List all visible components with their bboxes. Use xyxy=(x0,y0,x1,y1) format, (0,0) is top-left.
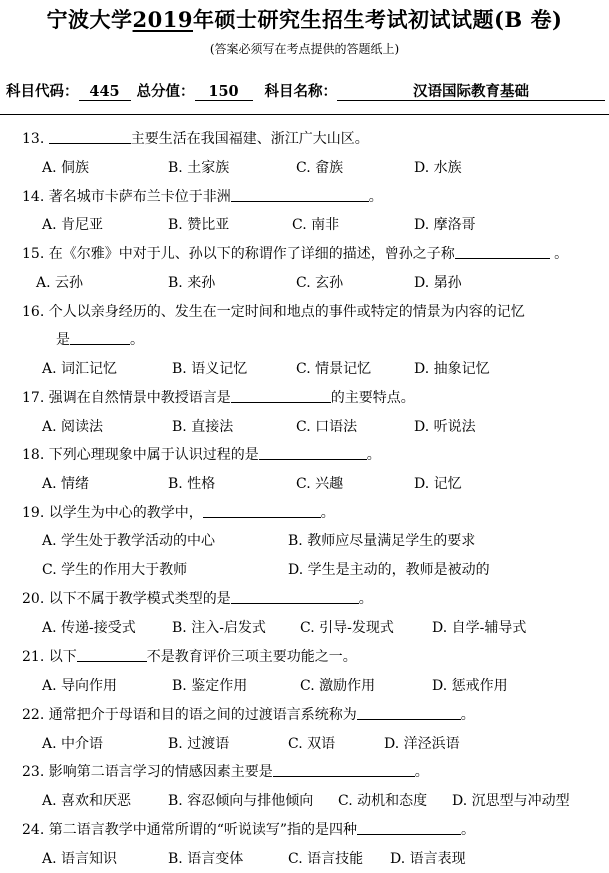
option-d: D. 语言表现 xyxy=(390,851,466,867)
question-21: 21. 以下 不是教育评价三项主要功能之一。 xyxy=(22,649,357,665)
option-a: A. 情绪 xyxy=(42,476,90,492)
option-b: B. 赞比亚 xyxy=(168,217,230,233)
subject-code-value: 445 xyxy=(79,83,131,101)
option-a: A. 学生处于教学活动的中心 xyxy=(42,533,216,549)
total-score-label: 总分值： xyxy=(136,83,195,100)
answer-blank xyxy=(231,390,331,403)
option-b: B. 教师应尽量满足学生的要求 xyxy=(288,533,476,549)
answer-blank xyxy=(231,189,369,202)
option-d: D. 晜孙 xyxy=(414,275,462,291)
answer-blank xyxy=(455,246,550,259)
question-19: 19. 以学生为中心的教学中， 。 xyxy=(22,505,335,521)
option-a: A. 语言知识 xyxy=(42,851,118,867)
option-b: B. 鉴定作用 xyxy=(172,678,248,694)
option-d: D. 记忆 xyxy=(414,476,462,492)
question-20: 20. 以下不属于教学模式类型的是 。 xyxy=(22,591,373,607)
question-23: 23. 影响第二语言学习的情感因素主要是 。 xyxy=(22,764,429,780)
option-b: B. 容忍倾向与排他倾向 xyxy=(168,793,314,809)
option-c: C. 口语法 xyxy=(296,419,358,435)
option-c: C. 学生的作用大于教师 xyxy=(42,562,188,578)
option-c: C. 玄孙 xyxy=(296,275,344,291)
question-24: 24. 第二语言教学中通常所谓的“听说读写”指的是四种 。 xyxy=(22,822,476,838)
option-c: C. 语言技能 xyxy=(288,851,364,867)
option-c: C. 动机和态度 xyxy=(338,793,428,809)
option-c: C. 情景记忆 xyxy=(296,361,372,377)
option-a: A. 肯尼亚 xyxy=(42,217,104,233)
option-c: C. 兴趣 xyxy=(296,476,344,492)
exam-title: 宁波大学2019年硕士研究生招生考试初试试题(B 卷) xyxy=(46,7,563,32)
option-a: A. 云孙 xyxy=(36,275,84,291)
answer-blank xyxy=(49,131,131,144)
answer-instruction: (答案必须写在考点提供的答题纸上) xyxy=(209,42,400,56)
option-d: D. 学生是主动的，教师是被动的 xyxy=(288,562,490,578)
option-a: A. 侗族 xyxy=(42,160,90,176)
answer-blank xyxy=(70,332,130,345)
answer-blank xyxy=(231,591,359,604)
subject-name-value: 汉语国际教育基础 xyxy=(337,83,605,101)
answer-blank xyxy=(357,707,461,720)
option-c: C. 激励作用 xyxy=(300,678,376,694)
option-b: B. 过渡语 xyxy=(168,736,230,752)
subject-code-label: 科目代码： xyxy=(6,83,79,100)
option-d: D. 自学-辅导式 xyxy=(432,620,527,636)
question-14: 14. 著名城市卡萨布兰卡位于非洲 。 xyxy=(22,189,383,205)
option-d: D. 惩戒作用 xyxy=(432,678,508,694)
header-divider xyxy=(0,114,609,115)
answer-blank xyxy=(273,764,415,777)
option-b: B. 语义记忆 xyxy=(172,361,248,377)
option-b: B. 语言变体 xyxy=(168,851,244,867)
option-c: C. 双语 xyxy=(288,736,336,752)
option-a: A. 传递-接受式 xyxy=(42,620,136,636)
question-15: 15. 在《尔雅》中对于儿、孙以下的称谓作了详细的描述，曾孙之子称 。 xyxy=(22,246,569,262)
option-c: C. 南非 xyxy=(292,217,340,233)
option-b: B. 直接法 xyxy=(172,419,234,435)
answer-blank xyxy=(203,505,321,518)
option-a: A. 词汇记忆 xyxy=(42,361,118,377)
question-18: 18. 下列心理现象中属于认识过程的是 。 xyxy=(22,447,381,463)
question-22: 22. 通常把介于母语和目的语之间的过渡语言系统称为 。 xyxy=(22,707,475,723)
option-d: D. 洋泾浜语 xyxy=(384,736,460,752)
option-d: D. 水族 xyxy=(414,160,462,176)
option-c: C. 引导-发现式 xyxy=(300,620,394,636)
option-d: D. 摩洛哥 xyxy=(414,217,476,233)
option-d: D. 抽象记忆 xyxy=(414,361,490,377)
answer-blank xyxy=(259,447,367,460)
question-17: 17. 强调在自然情景中教授语言是 的主要特点。 xyxy=(22,390,415,406)
option-d: D. 听说法 xyxy=(414,419,476,435)
option-b: B. 土家族 xyxy=(168,160,230,176)
option-c: C. 畲族 xyxy=(296,160,344,176)
option-a: A. 喜欢和厌恶 xyxy=(42,793,132,809)
option-a: A. 导向作用 xyxy=(42,678,118,694)
subject-name-label: 科目名称： xyxy=(264,83,337,100)
option-a: A. 中介语 xyxy=(42,736,104,752)
option-a: A. 阅读法 xyxy=(42,419,104,435)
question-16: 16. 个人以亲身经历的、发生在一定时间和地点的事件或特定的情景为内容的记忆 xyxy=(22,304,525,320)
option-d: D. 沉思型与冲动型 xyxy=(452,793,570,809)
option-b: B. 性格 xyxy=(168,476,216,492)
total-score-value: 150 xyxy=(195,83,253,101)
answer-blank xyxy=(77,649,147,662)
option-b: B. 注入-启发式 xyxy=(172,620,266,636)
option-b: B. 来孙 xyxy=(168,275,216,291)
question-13: 13. 主要生活在我国福建、浙江广大山区。 xyxy=(22,131,369,147)
answer-blank xyxy=(357,822,461,835)
subject-info-row xyxy=(6,80,605,101)
question-16-continued: 是 。 xyxy=(56,332,144,348)
